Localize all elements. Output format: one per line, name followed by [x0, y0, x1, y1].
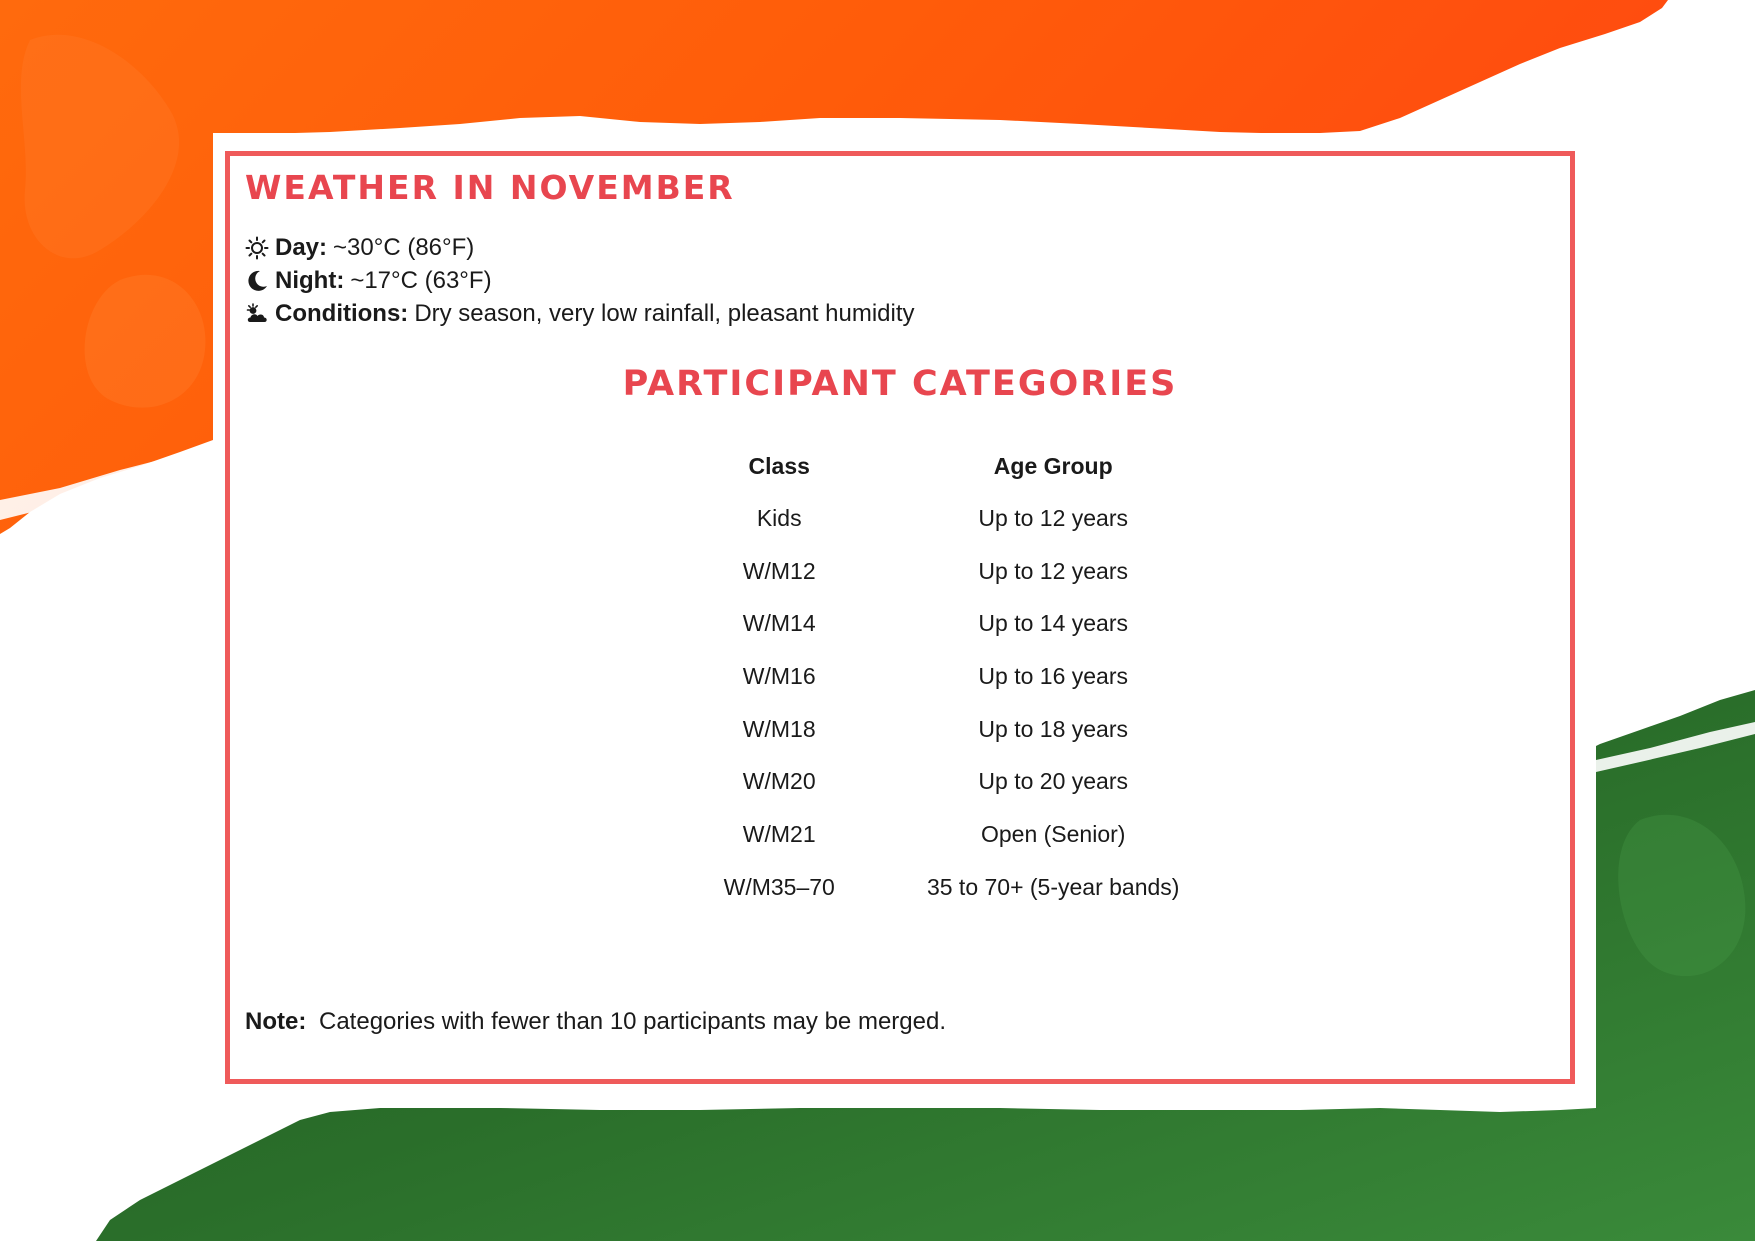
table-header-row	[661, 440, 1201, 492]
table-row	[661, 492, 1201, 545]
table-row	[661, 597, 1201, 650]
table-row	[661, 703, 1201, 756]
weather-conditions-label: Conditions:	[275, 300, 409, 327]
weather-night-value: ~17°C (63°F)	[350, 267, 492, 294]
table-row	[661, 861, 1201, 914]
weather-day-row	[245, 231, 915, 264]
class-cell: W/M20	[742, 768, 816, 795]
note-label: Note:	[245, 1008, 307, 1035]
categories-table	[661, 440, 1201, 914]
weather-conditions-value: Dry season, very low rainfall, pleasant humidity	[414, 300, 915, 327]
weather-night-label: Night:	[275, 267, 345, 294]
age-group-cell: Open (Senior)	[980, 820, 1126, 847]
weather-title: WEATHER IN NOVEMBER	[245, 168, 735, 207]
categories-title: PARTICIPANT CATEGORIES	[622, 364, 1178, 404]
class-cell: Kids	[756, 504, 802, 531]
weather-night-row	[245, 264, 915, 297]
class-cell: W/M12	[742, 557, 816, 584]
age-group-cell: 35 to 70+ (5-year bands)	[926, 873, 1180, 900]
weather-list	[245, 231, 915, 330]
weather-conditions-row	[245, 297, 915, 330]
age-group-cell: Up to 20 years	[978, 768, 1129, 795]
column-header-class: Class	[748, 452, 810, 479]
moon-icon	[245, 269, 269, 293]
class-cell: W/M18	[742, 715, 816, 742]
age-group-cell: Up to 16 years	[978, 662, 1129, 689]
sun-behind-cloud-icon	[245, 302, 269, 326]
table-row	[661, 755, 1201, 808]
age-group-cell: Up to 12 years	[978, 504, 1129, 531]
table-row	[661, 545, 1201, 598]
column-header-age-group: Age Group	[993, 452, 1113, 479]
class-cell: W/M21	[742, 820, 816, 847]
age-group-cell: Up to 18 years	[978, 715, 1129, 742]
note	[245, 1008, 946, 1036]
weather-day-value: ~30°C (86°F)	[333, 234, 475, 261]
class-cell: W/M14	[742, 610, 816, 637]
sun-icon	[245, 236, 269, 260]
table-row	[661, 808, 1201, 861]
table-row	[661, 650, 1201, 703]
note-text: Categories with fewer than 10 participants may be merged.	[319, 1008, 946, 1035]
age-group-cell: Up to 14 years	[978, 610, 1129, 637]
class-cell: W/M16	[742, 662, 816, 689]
class-cell: W/M35–70	[723, 873, 835, 900]
weather-day-label: Day:	[275, 234, 328, 261]
age-group-cell: Up to 12 years	[978, 557, 1129, 584]
